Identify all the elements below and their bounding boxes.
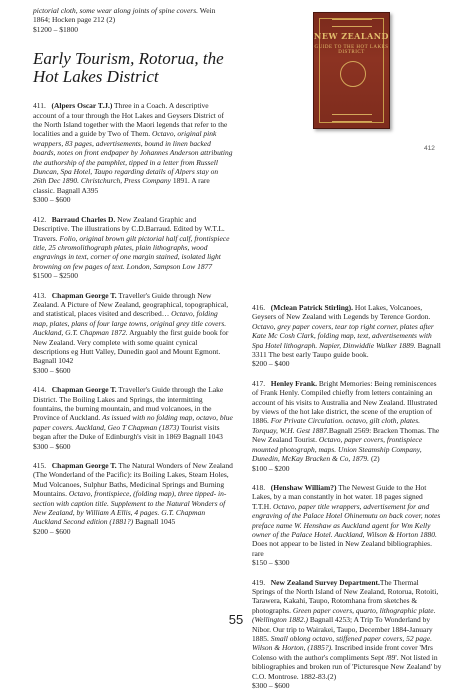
lot-number: 414.: [33, 385, 47, 395]
lot-note: Bagnall 2569: Bracken Thomas. The New Zealand Tourist.: [252, 425, 440, 445]
lot-description: Octavo, grey paper covers, tear top right corner, plates after Kate Mc Cosh Clark, folding map, text, advertisements with Spa Hotel lithograph. Napier, Dinwiddie Walker 1889.: [252, 321, 434, 350]
lot-author: Chapman George T.: [51, 385, 117, 395]
lot-price: $300 – $600: [252, 681, 290, 691]
lot-number: 413.: [33, 290, 47, 300]
lot-author: New Zealand Survey Department.: [270, 577, 380, 587]
lot-note-2: Inscribed inside front cover 'Mrs Colenso with the author's compliments Sept /89'. Not listed in bibliographies and broken run of 'Picturesque New Zealand' by C.O. Montrose. 1882-83.(2): [252, 643, 442, 681]
book-cover-image: [313, 12, 390, 129]
book-cover-subtitle: GUIDE TO THE HOT LAKES DISTRICT: [314, 45, 389, 55]
lot-author: Barraud Charles D.: [51, 214, 116, 224]
book-emblem: [340, 61, 366, 87]
lot-entry: [252, 483, 442, 568]
lot-entry: [33, 461, 233, 536]
lot-description: As issued with no folding map, octavo, blue paper covers. Auckland, Geo T Chapman (1873): [33, 413, 233, 432]
lot-text: Traveller's Guide through New Zealand. A Picture of New Zealand, geographical, topographical, and statistical, places visited and described…: [33, 290, 229, 319]
lot-entry: [252, 578, 442, 691]
lot-description: For Private Circulation. octavo, gilt cloth, plates. Torquay, W.H. Gest 1887.: [252, 416, 421, 435]
lot-entry: [33, 215, 233, 281]
lot-price: $300 – $600: [33, 441, 71, 451]
lot-description: Octavo, original pink wrappers, 83 pages, advertisements, bound in linen backed boards, notes on front endpaper by Johannes Anderson attributing the authorship of the pamphlet, tipped in a letter from Russell Duncan, Spa Hotel, Taupo regarding details of Alpers stay on 26th Dec 1890. Christchurch, Press Company: [33, 129, 233, 186]
lot-text: New Zealand Graphic and Descriptive. The illustrations by C.D.Barraud. Edited by W.T.L. Travers.: [33, 214, 225, 243]
book-ornament: [332, 114, 372, 122]
lot-number: 417.: [252, 378, 266, 388]
lot-description-2: Small oblong octavo, stiffened paper covers, 52 page. Wilson & Horton, (1885?).: [252, 634, 432, 653]
lot-note: Bagnall 3311 The best early Taupo guide book.: [252, 340, 441, 360]
right-column: [252, 303, 442, 700]
lot-entry: [33, 385, 233, 451]
lot-note: Does not appear to be listed in New Zealand bibliographies. rare: [252, 539, 432, 558]
lot-price: $200 – $600: [33, 526, 71, 536]
lot-author: (Henshaw William?): [270, 482, 337, 492]
lot-entry: [33, 291, 233, 376]
intro-paragraph: [33, 6, 233, 34]
lot-note: Tourist visits began after the Duke of Edinburgh's visit in 1869 Bagnall 1043: [33, 422, 223, 442]
lot-price: $1500 – $2500: [33, 271, 78, 281]
lot-price: $100 – $200: [252, 463, 290, 473]
lot-description: Folio, original brown gilt pictorial half calf, frontispiece title, 25 chromolithograph plates, plain lithographs, wood engravings in text, corner of one margin stained, isolated light browning on few pages of text. London, Sampson Low 1877: [33, 233, 230, 271]
page-number: 55: [228, 612, 244, 627]
lot-text: Hot Lakes, Volcanoes, Geysers of New Zealand with Legends by Terence Gordon.: [252, 303, 431, 322]
lot-text: Three in a Coach. A descriptive account of a tour through the Hot Lakes and Geysers District of the North Island together with the Maori legends that refer to the localities and a guide by Two of Them.: [33, 101, 228, 139]
lot-number: 411.: [33, 101, 46, 111]
intro-price: $1200 – $1800: [33, 24, 78, 34]
lot-description: Green paper covers, quarto, lithographic plate. (Wellington 1882.): [252, 605, 436, 625]
lot-author: (Alpers Oscar T.J.): [51, 101, 113, 111]
book-photo: [253, 10, 442, 155]
lot-number: 416.: [252, 303, 266, 312]
lot-description: Octavo, folding map, plates, plans of four large towns, original grey title covers. Auckland, G.T. Chapman 1872.: [33, 309, 227, 338]
lot-text: Traveller's Guide through the Lake District. The Boiling Lakes and Springs, the intermitting fountains, the burning mountain, and mud volcanoes, in the Province of Auckland.: [33, 385, 224, 423]
lot-note: Bagnall 4253; A Trip To Wonderland by Nibor. Our trip to Wairakei, Taupo, December 1884-January 1885.: [252, 615, 433, 643]
section-title: Early Tourism, Rotorua, the Hot Lakes District: [33, 49, 224, 87]
lot-author: Henley Frank.: [270, 378, 317, 388]
lot-description: Octavo, paper title wrappers, advertisement for and engraving of the Palace Hotel Ohinemutu on back cover, notes preface name W. Henshaw as Auckland agent for Wm Kelly owner of the Palace Hotel. Auckland, Wilson & Horton 1880.: [252, 501, 441, 539]
lot-entry: [252, 379, 442, 473]
lot-price: $150 – $300: [252, 558, 290, 568]
lot-author: Chapman George T.: [51, 461, 117, 471]
lot-price: $200 – $400: [252, 359, 290, 369]
book-ornament: [332, 19, 372, 27]
lot-number: 419.: [252, 577, 266, 587]
lot-note: 1891. A rare classic. Bagnall A395: [33, 176, 210, 195]
lot-number: 415.: [33, 461, 47, 471]
lot-text: Bright Memories: Being reminiscences of Frank Henly. Compiled chiefly from letters containing an account of his visits to Australia and New Zealand. Illustrated by views of the hot lake district, the scene of the eruption of 1886.: [252, 378, 438, 426]
lot-entry: [252, 303, 442, 369]
lot-text: The Natural Wonders of New Zealand (The Wonderland of the Pacific): its Boiling Lakes, Steam Holes, Mud Volcanoes, Sulphur Baths, Medicinal Springs and Burning Mountains.: [33, 461, 233, 499]
book-cover-title: NEW ZEALAND: [314, 31, 389, 41]
left-column: [33, 6, 233, 546]
lot-text: The Newest Guide to the Hot Lakes, by a man constantly in hot water. 18 pages signed T.T.H.: [252, 482, 427, 511]
lot-author: Chapman George T.: [51, 290, 117, 300]
lot-text: The Thermal Springs of the North Island of New Zealand, Rotorua, Rotoiti, Tarawera, Kakahi, Taupo, Rotomhana from sketches & photographs.: [252, 577, 439, 615]
lot-price: $300 – $600: [33, 365, 71, 375]
lot-note: Bagnall 1045: [133, 517, 176, 527]
intro-tail: Wein 1864; Hocken page 212 (2): [33, 6, 216, 25]
lot-number: 418.: [252, 482, 266, 492]
photo-lot-label: 412: [424, 145, 435, 152]
lot-price: $300 – $600: [33, 195, 71, 205]
lot-note-2: (2): [369, 454, 380, 464]
lot-note: Arguably the first guide book for New Zealand. Very complete with some quaint cynical descriptions eg Hutt Valley, Dunedin gaol and Mount Egmont. Bagnall 1042: [33, 328, 229, 366]
lot-entry: [33, 101, 233, 204]
lot-author: (Mclean Patrick Stirling).: [270, 303, 354, 312]
lot-number: 412.: [33, 214, 47, 224]
intro-italic: pictorial cloth, some wear along joints of spine covers.: [33, 6, 198, 15]
lot-description: Octavo, frontispiece, (folding map), three tipped- in-section with caption title. Supplement to the Natural Wonders of New Zealand, by William A Ellis, 4 pages. G.T. Chapman Auckland Second edition (1881?): [33, 489, 227, 527]
lot-description-2: Octavo, paper covers, frontispiece mounted photograph, maps. Union Steamship Company, Dunedin, McKay Bracken & Co, 1879.: [252, 435, 423, 464]
